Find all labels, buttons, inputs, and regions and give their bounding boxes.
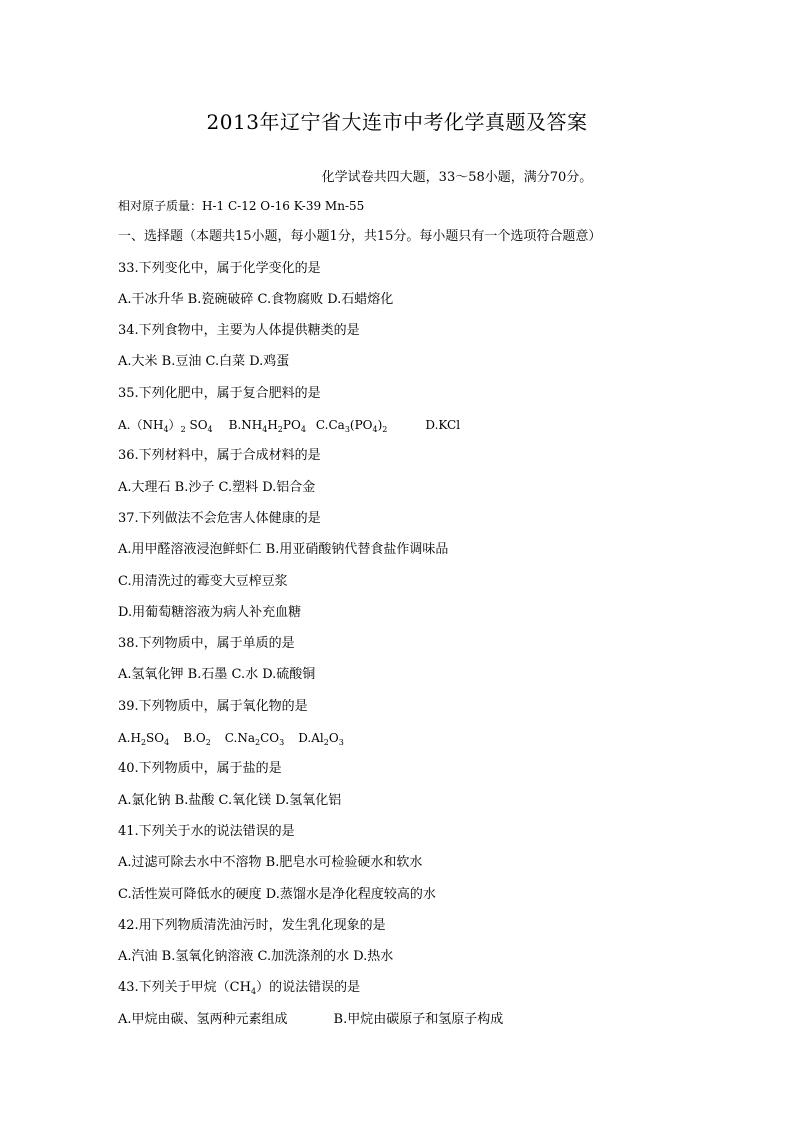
q39-option-c: $C.Na_2CO_3$ xyxy=(224,731,285,748)
q35-option-a: $A.(NH_4)_2$ $SO_4$ xyxy=(118,418,213,435)
atomic-masses: 相对原子质量：H-1 C-12 O-16 K-39 Mn-55 xyxy=(118,199,365,213)
question-33-options: A.干冰升华 B.瓷碗破碎 C.食物腐败 D.石蜡熔化 xyxy=(118,291,394,307)
section-heading: 一、选择题（本题共15小题，每小题1分，共15分。每小题只有一个选项符合题意） xyxy=(118,229,602,245)
q35-option-d: D.KCl xyxy=(425,418,461,433)
document-title: 2013年辽宁省大连市中考化学真题及答案 xyxy=(206,110,588,134)
question-38-options: A.氢氧化钾 B.石墨 C.水 D.硫酸铜 xyxy=(118,667,316,683)
question-37-option-d: D.用葡萄糖溶液为病人补充血糖 xyxy=(118,604,302,620)
question-35-stem: 35.下列化肥中，属于复合肥料的是 xyxy=(118,385,321,401)
exam-intro: 化学试卷共四大题，33～58小题，满分70分。 xyxy=(321,170,593,185)
question-40-options: A.氯化钠 B.盐酸 C.氧化镁 D.氢氧化铝 xyxy=(118,792,342,808)
q35-option-b: $B.NH_4H_2PO_4$ xyxy=(228,418,306,435)
question-36-options: A.大理石 B.沙子 C.塑料 D.铝合金 xyxy=(118,479,316,495)
question-43-options xyxy=(118,1010,718,1041)
question-40-stem: 40.下列物质中，属于盐的是 xyxy=(118,761,282,777)
question-39-stem: 39.下列物质中，属于氧化物的是 xyxy=(118,698,308,714)
question-41-options-cd: C.活性炭可降低水的硬度 D.蒸馏水是净化程度较高的水 xyxy=(118,886,436,902)
question-list xyxy=(118,196,718,1041)
question-38-stem: 38.下列物质中，属于单质的是 xyxy=(118,636,295,652)
question-41-options-ab: A.过滤可除去水中不溶物 B.肥皂水可检验硬水和软水 xyxy=(118,855,423,871)
question-37-stem: 37.下列做法不会危害人体健康的是 xyxy=(118,510,321,526)
question-43-stem: 43.下列关于甲烷$(CH_4)$的说法错误的是 xyxy=(118,980,361,997)
q39-option-b: $B.O_2$ xyxy=(183,731,211,748)
q39-option-d: $D.Al_2O_3$ xyxy=(298,731,344,748)
q39-option-a: $A.H_2SO_4$ xyxy=(118,731,170,748)
question-42-stem: 42.用下列物质清洗油污时，发生乳化现象的是 xyxy=(118,917,386,933)
q43-option-a: A.甲烷由碳、氢两种元素组成 xyxy=(118,1011,288,1027)
question-36-stem: 36.下列材料中，属于合成材料的是 xyxy=(118,448,321,464)
question-41-stem: 41.下列关于水的说法错误的是 xyxy=(118,823,295,839)
question-34-options: A.大米 B.豆油 C.白菜 D.鸡蛋 xyxy=(118,354,290,370)
question-42-options: A.汽油 B.氢氧化钠溶液 C.加洗涤剂的水 D.热水 xyxy=(118,949,394,965)
question-33-stem: 33.下列变化中，属于化学变化的是 xyxy=(118,260,321,276)
question-37-options-ab: A.用甲醛溶液浸泡鲜虾仁 B.用亚硝酸钠代替食盐作调味品 xyxy=(118,542,449,558)
q35-option-c: $C.Ca_3(PO_4)_2$ xyxy=(315,418,388,435)
question-37-option-c: C.用清洗过的霉变大豆榨豆浆 xyxy=(118,573,288,589)
question-39-options xyxy=(118,728,718,759)
question-34-stem: 34.下列食物中，主要为人体提供糖类的是 xyxy=(118,323,360,339)
q43-option-b: B.甲烷由碳原子和氢原子构成 xyxy=(333,1011,504,1027)
question-35-options xyxy=(118,415,718,446)
